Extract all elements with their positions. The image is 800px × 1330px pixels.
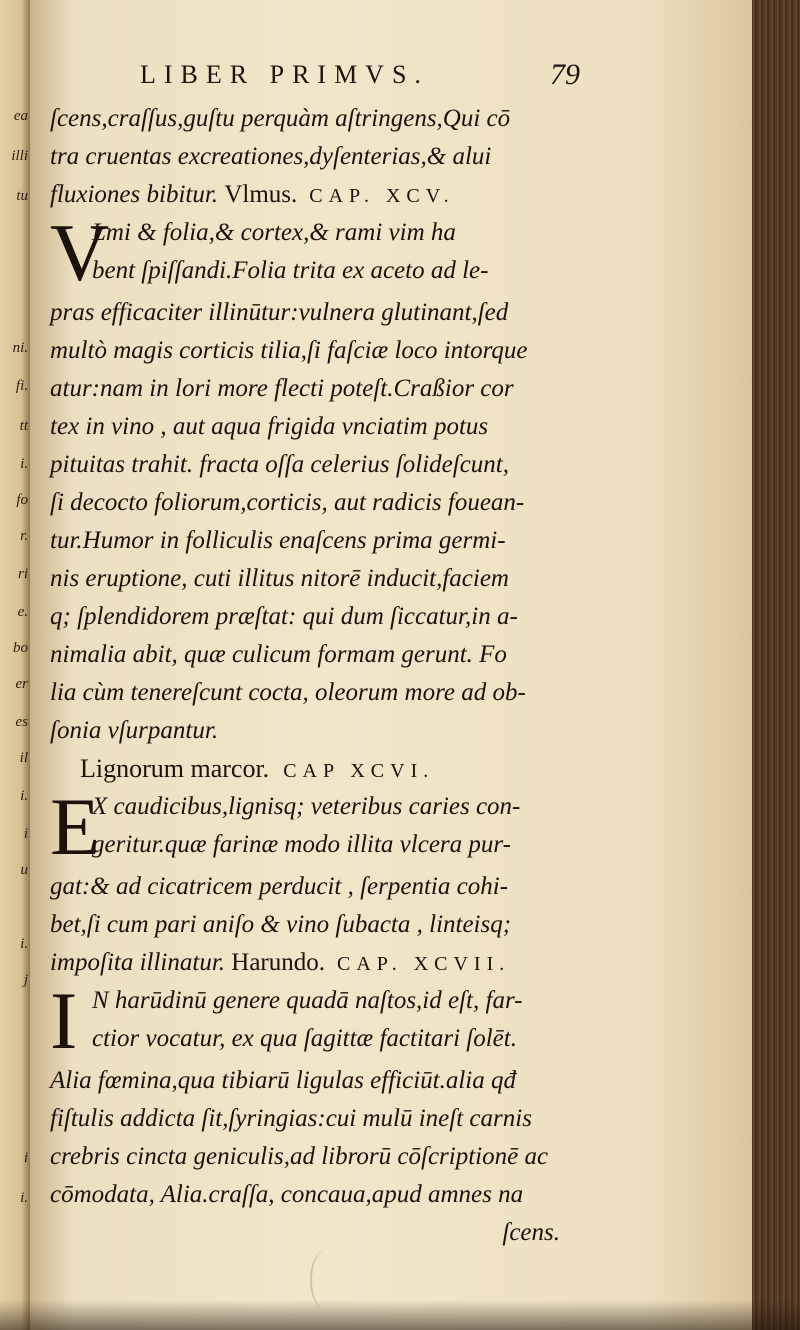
margin-fragment: i. [20,456,28,472]
text-line: N harūdinū genere quadā naſtos,id eſt, far- [92,987,523,1014]
text-line: nimalia abit, quæ culicum formam gerunt. Fo [50,641,507,668]
text-line: cōmodata, Alia.craſſa, concaua,apud amnes na [50,1181,524,1208]
text-line: gat:& ad cicatricem perducit , ſerpentia cohi- [50,873,508,900]
text-line: bet,ſi cum pari aniſo & vino ſubacta , linteisq; [50,911,512,938]
text-line: nis eruptione, cuti illitus nitorē inducit,faciem [50,565,509,592]
margin-fragment: tu [16,188,28,204]
margin-fragment: e. [17,604,28,620]
margin-fragment: er [15,676,28,692]
facing-page-edge [0,0,30,1330]
chapter-number: CAP. XCVII. [337,953,511,975]
page-fore-edge [752,0,800,1330]
text-line: ſonia vſurpantur. [50,717,219,744]
text-line: bent ſpiſſandi.Folia trita ex aceto ad le- [92,257,489,284]
text-line: fiſtulis addicta ſit,ſyringias:cui mulū ineſt carnis [50,1105,532,1132]
text-line-fragment: fluxiones bibitur. [50,181,219,208]
margin-fragment: i. [20,788,28,804]
text-line: X caudicibus,lignisq; veteribus caries con- [92,793,521,820]
text-line: pituitas trahit. fracta oſſa celerius ſolideſcunt, [50,451,509,478]
margin-fragment: j [23,972,28,988]
text-line-fragment: impoſita illinatur. [50,949,226,976]
page-shadow [0,1300,800,1330]
text-line [50,944,580,982]
text-line: ſcens. [502,1219,560,1246]
text-line: tra cruentas excreationes,dyſenterias,& alui [50,143,492,170]
drop-cap: V [50,214,110,294]
drop-cap: I [50,982,78,1062]
text-line: lia cùm tenereſcunt cocta, oleorum more ad ob- [50,679,526,706]
margin-fragment: r. [20,528,28,544]
text-line: ctior vocatur, ex qua ſagittæ factitari ſolēt. [92,1025,517,1052]
margin-fragment: i [23,1150,28,1166]
margin-fragment: bo [13,640,28,656]
text-line [50,176,580,214]
paragraph-ulmus [50,214,580,294]
margin-fragment: i [23,826,28,842]
text-line: q; ſplendidorem præſtat: qui dum ſiccatur,in a- [50,603,518,630]
chapter-heading-lignorum [50,750,580,788]
text-line: atur:nam in lori more flecti poteſt.Craßior cor [50,375,514,402]
margin-fragment: ni. [12,340,28,356]
text-line: crebris cincta geniculis,ad librorū cōſcriptionē ac [50,1143,549,1170]
paragraph-lignorum [50,788,580,868]
chapter-heading-harundo [231,949,510,976]
chapter-number: CAP. XCV. [309,185,455,207]
margin-fragment: i. [20,1190,28,1206]
running-head [140,60,580,96]
running-head-title: LIBER PRIMVS. [140,60,429,89]
margin-fragment: u [20,862,28,878]
text-line: ſi decocto foliorum,corticis, aut radicis fouean- [50,489,525,516]
text-line: tur.Humor in folliculis enaſcens prima germi- [50,527,506,554]
page-number: 79 [550,58,580,91]
text-line: Alia fœmina,qua tibiarū ligulas efficiūt.alia qđ [50,1067,516,1094]
drop-cap: E [50,788,101,868]
text-line: pras efficaciter illinūtur:vulnera glutinant,ſed [50,299,509,326]
chapter-title: Vlmus. [224,181,298,208]
chapter-number: CAP XCVI. [283,760,435,782]
paragraph-harundo [50,982,580,1062]
margin-fragment: ea [13,108,28,124]
margin-fragment: illi [11,148,28,164]
text-line: tex in vino , aut aqua frigida vnciatim potus [50,413,489,440]
chapter-title: Harundo. [231,949,326,976]
margin-fragment: ri [17,566,28,582]
chapter-title: Lignorum marcor. [80,754,270,783]
margin-fragment: fi. [15,378,28,394]
margin-fragment: fo [16,492,28,508]
margin-fragment: tt [19,418,28,434]
text-line: geritur.quæ farinæ modo illita vlcera pur- [92,831,511,858]
margin-fragment: es [15,714,28,730]
chapter-heading-ulmus [224,181,454,208]
margin-fragment: il [19,750,28,766]
margin-fragment: i. [20,936,28,952]
text-line: Lmi & folia,& cortex,& rami vim ha [92,219,456,246]
text-line: multò magis corticis tilia,ſi faſciæ loco intorque [50,337,528,364]
body-text [50,100,580,1252]
text-line: ſcens,craſſus,guſtu perquàm aſtringens,Qui cō [50,105,511,132]
